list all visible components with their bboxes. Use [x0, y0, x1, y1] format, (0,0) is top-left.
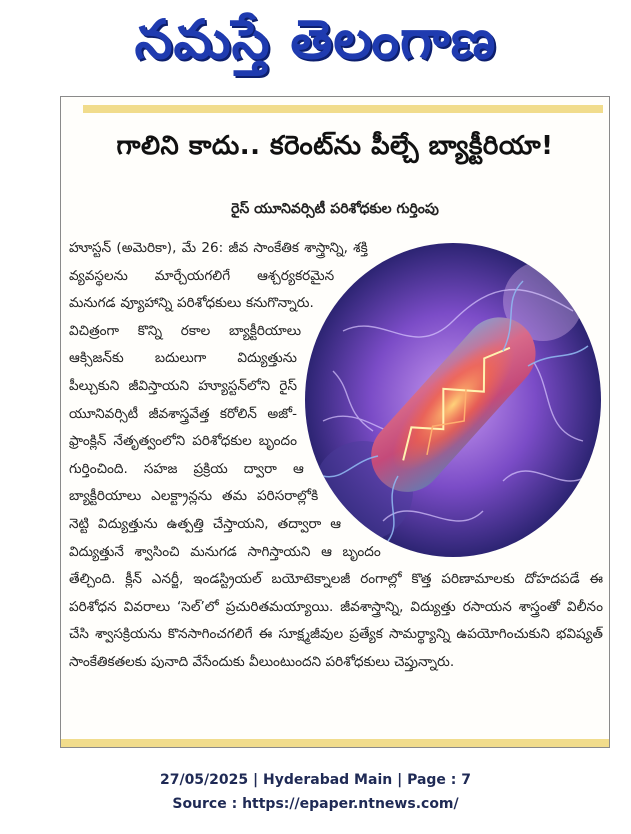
article-body: హూస్టన్ (అమెరికా), మే 26: జీవ సాంకేతిక శాస్త్రాన్ని, శక్తి వ్యవస్థలను మార్చేయగలిగే ఆశ్చర్యకరమైన మనుగడ వ్యూహాన్ని పరిశోధకులు కనుగొన్నారు. విచిత్రంగా కొన్ని రకాల బ్యాక్టీరియాలు ఆక్సిజన్‌కు బదులుగా విద్యుత్తును పీల్చుకుని జీవిస్తాయని హ్యూస్టన్‌లోని రైస్ యూనివర్సిటీ జీవశాస్త్రవేత్త కరోలిన్ అజో-ఫ్రాంక్లిన్ నేతృత్వంలోని పరిశోధకుల బృందం గుర్తించింది. సహజ ప్రక్రియ ద్వారా ఆ బ్యాక్టీరియాలు ఎలక్ట్రాన్లను తమ పరిసరాల్లోకి నెట్టి విద్యుత్తును ఉత్పత్తి చేస్తాయని, తద్వారా ఆ విద్యుత్తునే శ్వాసించి మనుగడ సాగిస్తాయని ఆ బృందం తేల్చింది. క్లీన్ ఎనర్జీ, ఇండస్ట్రియల్ బయోటెక్నాలజీ రంగాల్లో కొత్త పరిణామాలకు దోహదపడే ఈ పరిశోధన వివరాలు ‘సెల్’లో ప్రచురితమయ్యాయి. జీవశాస్త్రాన్ని, విద్యుత్తు రసాయన శాస్త్రంతో విలీనం చేసి శ్వాసక్రియను కొనసాగించగలిగే ఈ సూక్ష్మజీవుల ప్రత్యేక సామర్థ్యాన్ని ఉపయోగించుకుని భవిష్యత్ సాంకేతికతలకు పునాది వేసేందుకు వీలుంటుందని పరిశోధకులు చెప్తున్నారు. [69, 240, 603, 670]
masthead [0, 0, 631, 92]
bacterium-icon [303, 241, 603, 559]
bottom-accent-bar [61, 739, 609, 747]
article-headline: గాలిని కాదు.. కరెంట్‌ను పీల్చే బ్యాక్టీరియా! [116, 131, 554, 161]
news-clipping [60, 96, 610, 748]
newspaper-title: నమస్తే తెలంగాణ [134, 7, 497, 71]
date-edition-line: 27/05/2025 | Hyderabad Main | Page : 7 [159, 772, 472, 788]
clipping-footer [0, 768, 631, 816]
source-line: Source : https://epaper.ntnews.com/ [172, 796, 459, 812]
article-subheadline: రైస్ యూనివర్సిటీ పరిశోధకుల గుర్తింపు [231, 201, 439, 217]
top-accent-bar [83, 105, 603, 113]
article-body-wrap [69, 235, 603, 677]
illustration-wrap [303, 241, 603, 559]
